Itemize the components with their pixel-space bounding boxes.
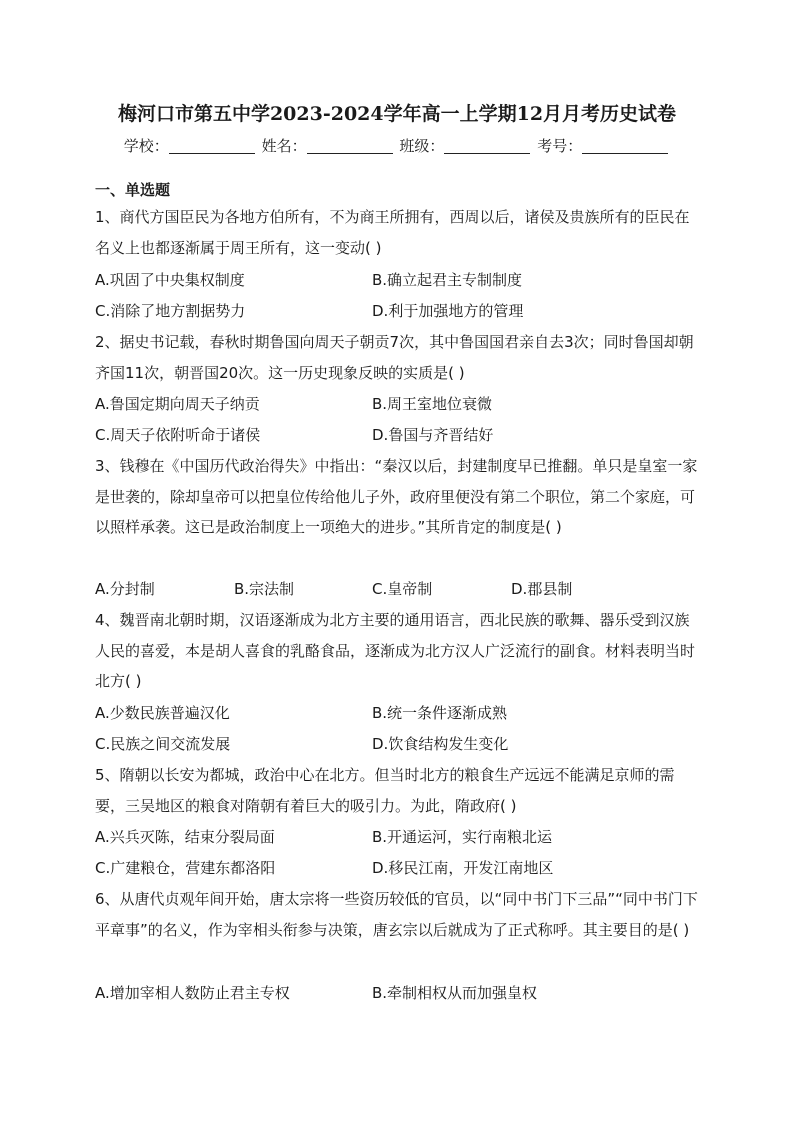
question-4-options-2 bbox=[95, 729, 703, 759]
question-5-options bbox=[95, 822, 703, 852]
question-number: 3、 bbox=[95, 457, 120, 475]
student-info-line bbox=[0, 134, 794, 158]
question-6-options bbox=[95, 978, 703, 1008]
option-b[interactable]: B.开通运河，实行南粮北运 bbox=[372, 828, 553, 846]
question-text: 据史书记载，春秋时期鲁国向周天子朝贡7次，其中鲁国国君亲自去3次；同时鲁国却朝齐国11次，朝晋国20次。这一历史现象反映的实质是( ) bbox=[95, 333, 694, 382]
question-1-options bbox=[95, 265, 703, 295]
option-b[interactable]: B.确立起君主专制制度 bbox=[372, 271, 523, 289]
question-3 bbox=[95, 451, 703, 543]
school-label: 学校： bbox=[123, 137, 169, 155]
question-1-options-2 bbox=[95, 296, 703, 326]
question-2-options bbox=[95, 389, 703, 419]
option-a[interactable]: A.鲁国定期向周天子纳贡 bbox=[95, 395, 260, 413]
question-2 bbox=[95, 327, 703, 388]
option-d[interactable]: D.鲁国与齐晋结好 bbox=[372, 426, 494, 444]
question-text: 魏晋南北朝时期，汉语逐渐成为北方主要的通用语言，西北民族的歌舞、器乐受到汉族人民的喜爱，本是胡人喜食的乳酪食品，逐渐成为北方汉人广泛流行的副食。材料表明当时北方( ) bbox=[95, 611, 696, 691]
question-5-options-2 bbox=[95, 853, 703, 883]
question-text: 钱穆在《中国历代政治得失》中指出：“秦汉以后，封建制度早已推翻。单只是皇室一家是世袭的，除却皇帝可以把皇位传给他儿子外，政府里便没有第二个职位，第二个家庭，可以照样承袭。这已是政治制度上一项绝大的进步。”其所肯定的制度是( ) bbox=[95, 457, 698, 537]
option-c[interactable]: C.民族之间交流发展 bbox=[95, 735, 231, 753]
question-3-options bbox=[95, 574, 703, 604]
option-c[interactable]: C.广建粮仓，营建东都洛阳 bbox=[95, 859, 276, 877]
question-number: 5、 bbox=[95, 766, 120, 784]
question-number: 1、 bbox=[95, 208, 120, 226]
option-b[interactable]: B.牵制相权从而加强皇权 bbox=[372, 984, 538, 1002]
question-text: 商代方国臣民为各地方伯所有，不为商王所拥有，西周以后，诸侯及贵族所有的臣民在名义上也都逐渐属于周王所有，这一变动( ) bbox=[95, 208, 690, 257]
option-d[interactable]: D.饮食结构发生变化 bbox=[372, 735, 509, 753]
exam-number-blank[interactable] bbox=[582, 138, 668, 154]
question-number: 2、 bbox=[95, 333, 120, 351]
exam-title: 梅河口市第五中学2023-2024学年高一上学期12月月考历史试卷 bbox=[117, 103, 677, 125]
section-heading: 一、单选题 bbox=[95, 181, 171, 199]
question-1 bbox=[95, 202, 703, 263]
question-text: 隋朝以长安为都城，政治中心在北方。但当时北方的粮食生产远远不能满足京师的需要，三吴地区的粮食对隋朝有着巨大的吸引力。为此，隋政府( ) bbox=[95, 766, 675, 815]
question-4-options bbox=[95, 698, 703, 728]
option-a[interactable]: A.少数民族普遍汉化 bbox=[95, 704, 230, 722]
option-b[interactable]: B.宗法制 bbox=[234, 580, 295, 598]
school-blank[interactable] bbox=[169, 138, 255, 154]
option-d[interactable]: D.移民江南，开发江南地区 bbox=[372, 859, 554, 877]
exam-number-label: 考号： bbox=[537, 137, 583, 155]
question-number: 4、 bbox=[95, 611, 120, 629]
question-6 bbox=[95, 884, 703, 945]
question-text: 从唐代贞观年间开始，唐太宗将一些资历较低的官员，以“同中书门下三品”“同中书门下平章事”的名义，作为宰相头衔参与决策，唐玄宗以后就成为了正式称呼。其主要目的是( ) bbox=[95, 890, 698, 939]
question-number: 6、 bbox=[95, 890, 120, 908]
option-a[interactable]: A.巩固了中央集权制度 bbox=[95, 271, 245, 289]
name-blank[interactable] bbox=[307, 138, 393, 154]
option-d[interactable]: D.郡县制 bbox=[511, 580, 573, 598]
option-a[interactable]: A.分封制 bbox=[95, 580, 155, 598]
option-a[interactable]: A.兴兵灭陈，结束分裂局面 bbox=[95, 828, 275, 846]
option-b[interactable]: B.周王室地位衰微 bbox=[372, 395, 493, 413]
question-2-options-2 bbox=[95, 420, 703, 450]
option-c[interactable]: C.皇帝制 bbox=[372, 580, 433, 598]
class-label: 班级： bbox=[399, 137, 445, 155]
question-4 bbox=[95, 605, 703, 697]
option-a[interactable]: A.增加宰相人数防止君主专权 bbox=[95, 984, 290, 1002]
option-c[interactable]: C.周天子依附听命于诸侯 bbox=[95, 426, 261, 444]
question-5 bbox=[95, 760, 703, 821]
option-c[interactable]: C.消除了地方割据势力 bbox=[95, 302, 246, 320]
class-blank[interactable] bbox=[444, 138, 530, 154]
name-label: 姓名： bbox=[261, 137, 307, 155]
option-b[interactable]: B.统一条件逐渐成熟 bbox=[372, 704, 508, 722]
option-d[interactable]: D.利于加强地方的管理 bbox=[372, 302, 524, 320]
